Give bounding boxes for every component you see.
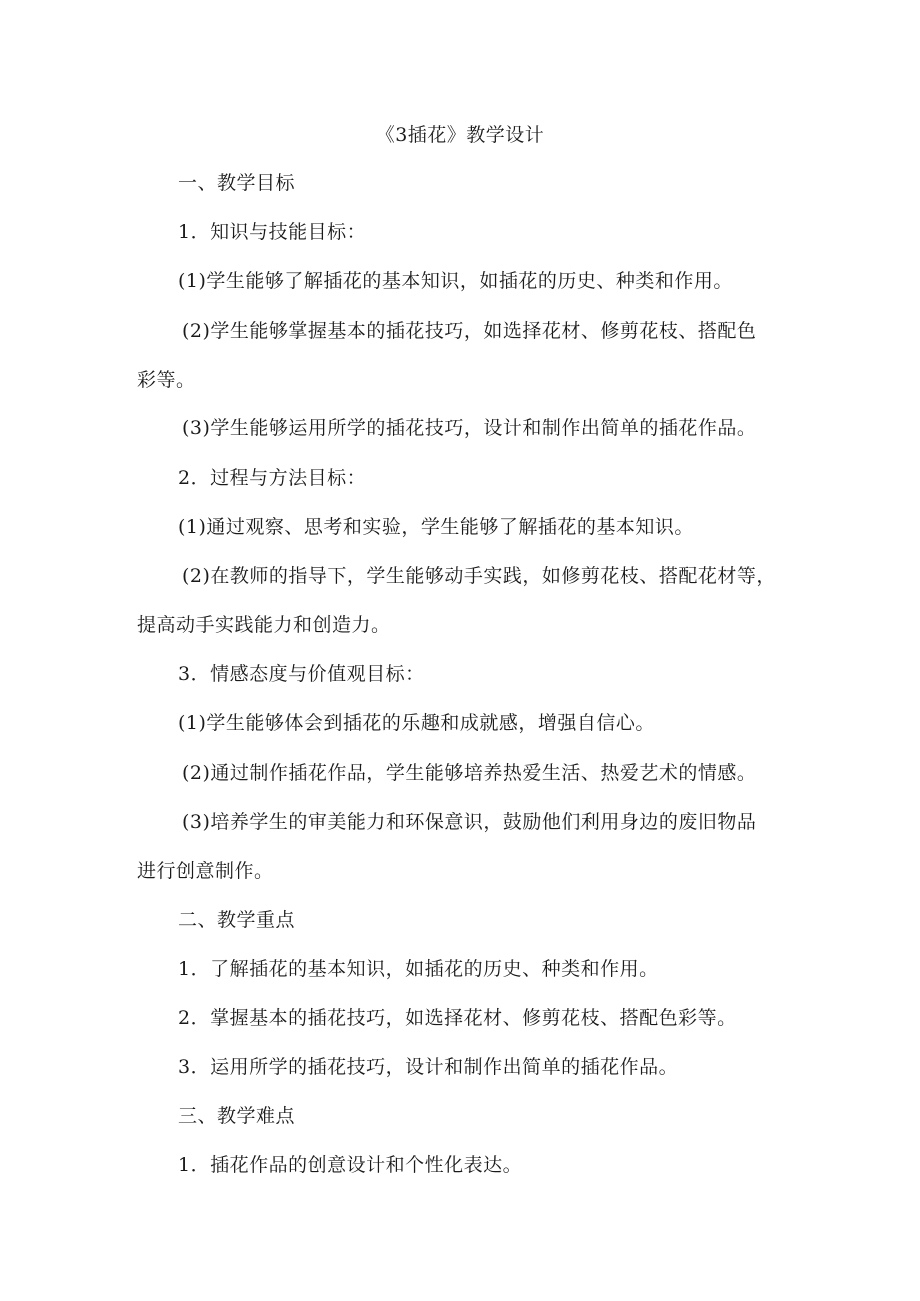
paragraph-line: (1)学生能够了解插花的基本知识，如插花的历史、种类和作用。 bbox=[178, 270, 733, 292]
list-item: 1．了解插花的基本知识，如插花的历史、种类和作用。 bbox=[178, 958, 659, 980]
section-heading-key-points: 二、教学重点 bbox=[178, 909, 296, 931]
subheading-emotion-values: 3．情感态度与价值观目标： bbox=[178, 663, 425, 685]
paragraph-line-continuation: 提高动手实践能力和创造力。 bbox=[137, 614, 391, 636]
subheading-process-methods: 2．过程与方法目标： bbox=[178, 467, 367, 489]
paragraph-line: (2)学生能够掌握基本的插花技巧，如选择花材、修剪花枝、搭配色 bbox=[182, 320, 757, 342]
paragraph-line: (3)培养学生的审美能力和环保意识，鼓励他们利用身边的废旧物品 bbox=[182, 811, 757, 833]
subheading-knowledge-skills: 1．知识与技能目标： bbox=[178, 221, 367, 243]
list-item: 3．运用所学的插花技巧，设计和制作出简单的插花作品。 bbox=[178, 1056, 679, 1078]
paragraph-line: (3)学生能够运用所学的插花技巧，设计和制作出简单的插花作品。 bbox=[182, 417, 757, 439]
document-title: 《3插花》教学设计 bbox=[375, 124, 545, 146]
list-item: 1．插花作品的创意设计和个性化表达。 bbox=[178, 1154, 523, 1176]
list-item: 2．掌握基本的插花技巧，如选择花材、修剪花枝、搭配色彩等。 bbox=[178, 1007, 737, 1029]
paragraph-line: (2)在教师的指导下，学生能够动手实践，如修剪花枝、搭配花材等， bbox=[182, 565, 776, 587]
section-heading-difficulties: 三、教学难点 bbox=[178, 1105, 296, 1127]
paragraph-line: (2)通过制作插花作品，学生能够培养热爱生活、热爱艺术的情感。 bbox=[182, 762, 757, 784]
paragraph-line-continuation: 彩等。 bbox=[137, 369, 196, 391]
paragraph-line: (1)学生能够体会到插花的乐趣和成就感，增强自信心。 bbox=[178, 712, 655, 734]
paragraph-line-continuation: 进行创意制作。 bbox=[137, 860, 274, 882]
paragraph-line: (1)通过观察、思考和实验，学生能够了解插花的基本知识。 bbox=[178, 516, 694, 538]
section-heading-objectives: 一、教学目标 bbox=[178, 172, 296, 194]
